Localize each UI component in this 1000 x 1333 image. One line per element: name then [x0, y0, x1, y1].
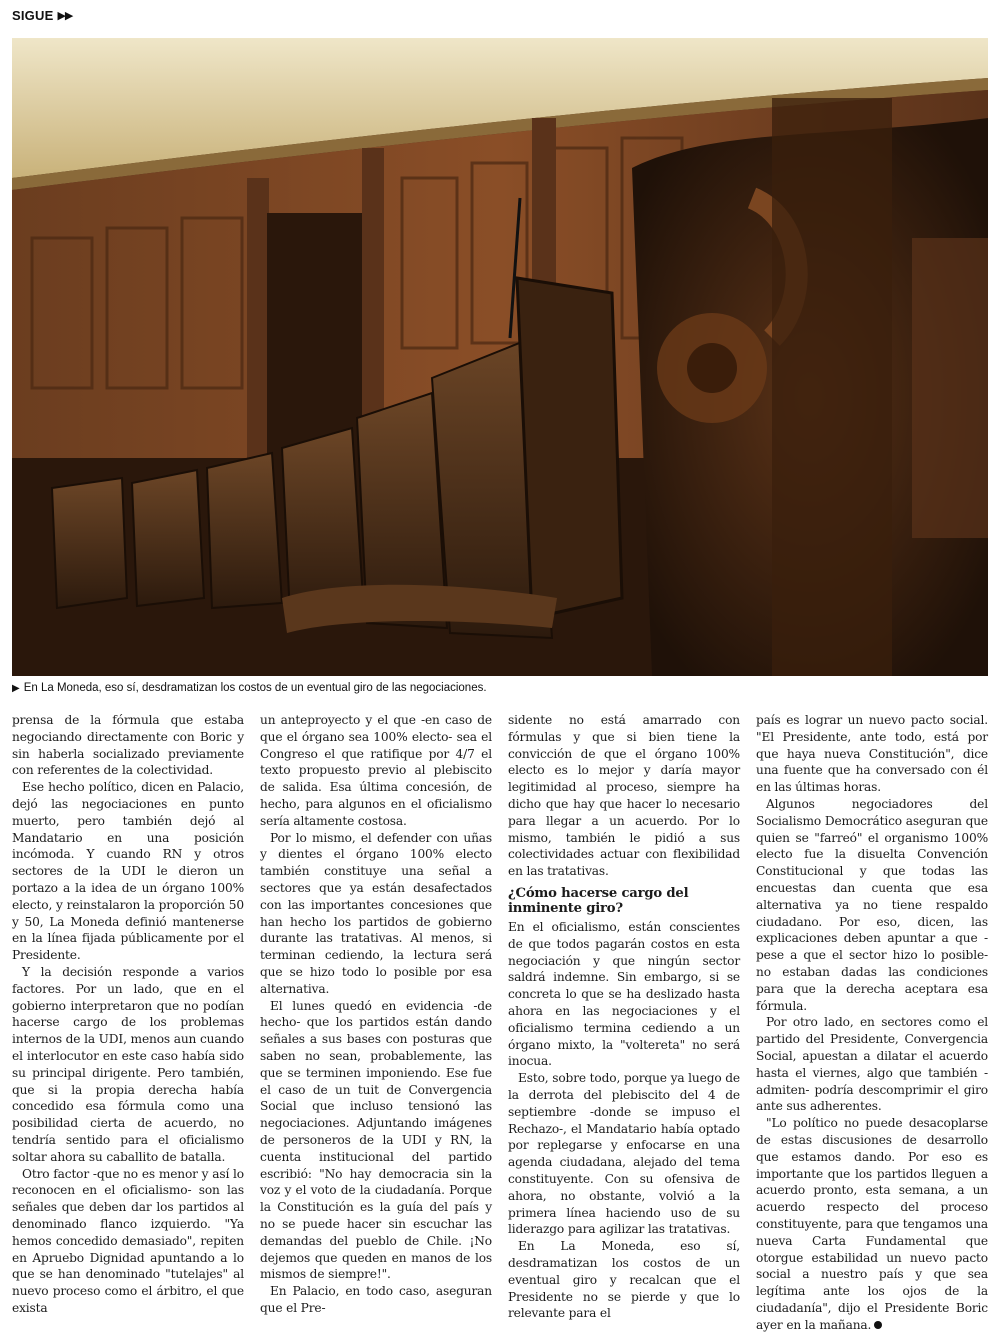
paragraph: Esto, sobre todo, porque ya luego de la derrota del plebiscito del 4 de septiembre -donde se impuso el Rechazo-, el Mandatario había optado por replegarse y enfocarse en una agenda ciudadana, alejado del tema constituyente. Con su ofensiva de ahora, no obstante, volvió a la primera línea haciendo uso de su liderazgo para agilizar las tratativas.	[508, 1071, 740, 1237]
column-4	[756, 712, 988, 1333]
column-3	[508, 712, 740, 1322]
paragraph: En el oficialismo, están conscientes de que todos pagarán costos en esta negociación y que ningún sector saldrá indemne. Sin embargo, si se concreta lo que se ha deslizado hasta ahora en las negociaciones y el oficialismo termina cediendo a un órgano mixto, la "voltereta" no será inocua.	[508, 919, 740, 1069]
caption-text: En La Moneda, eso sí, desdramatizan los costos de un eventual giro de las negociaciones.	[23, 682, 487, 694]
paragraph: país es lograr un nuevo pacto social. "El Presidente, ante todo, está por que haya nueva Constitución", dice una fuente que ha conversado con él en las últimas horas.	[756, 713, 988, 795]
paragraph: Ese hecho político, dicen en Palacio, dejó las negociaciones en punto muerto, pero también dejó al Mandatario en una posición incómoda. Y cuando RN y otros sectores de la UDI le dieron un portazo a la idea de un órgano 100% electo, y reinstalaron la proporción 50 y 50, La Moneda definió mantenerse en la línea fijada públicamente por el Presidente.	[12, 780, 244, 963]
paragraph: un anteproyecto y el que -en caso de que el órgano sea 100% electo- sea el Congreso el que ratifique por 4/7 el texto propuesto previo al plebiscito de salida. Esa última concesión, de hecho, para algunos en el oficialismo sería altamente costosa.	[260, 713, 492, 828]
paragraph-final-text: "Lo político no puede desacoplarse de estas discusiones de desarrollo que estamos dando. Por eso es importante que los partidos lleguen a acuerdo pronto, esta semana, a un acuerdo respecto del proceso constituyente, para que tengamos una nueva Carta Fundamental que otorgue estabilidad un nuevo pacto social a nuestro país y que sea legítima ante los ojos de la ciudadanía", dijo el Presidente Boric ayer en la mañana.	[756, 1116, 989, 1332]
paragraph: En Palacio, en todo caso, aseguran que el Pre-	[260, 1284, 492, 1315]
double-arrow-icon: ▶▶	[57, 8, 73, 22]
caption-arrow-icon: ▶	[12, 682, 20, 694]
article-photo	[12, 38, 988, 676]
paragraph: Otro factor -que no es menor y así lo reconocen en el oficialismo- son las señales que deben dar los partidos al denominado flanco izquierdo. "Ya hemos concedido demasiado", repiten en Apruebo Dignidad apuntando a lo que se han denominado "tutelajes" al nuevo proceso como el árbitro, el que exista	[12, 1166, 244, 1315]
paragraph: Algunos negociadores del Socialismo Democrático aseguran que quien se "farreó" el organismo 100% electo fue la disuelta Convención Constitucional y que todas las encuestas dan cuenta que esa alternativa ya no tiene respaldo ciudadano. Por eso, dicen, las explicaciones deben apuntar a que -pese a que el sector hizo lo posible- no estaban dadas las condiciones para que la derecha aceptara esa fórmula.	[756, 796, 988, 1013]
paragraph: Por otro lado, en sectores como el partido del Presidente, Convergencia Social, apuestan a dilatar el acuerdo hasta el viernes, algo que también -admiten- podría descomprimir el giro ante sus adherentes.	[756, 1015, 988, 1114]
paragraph: Y la decisión responde a varios factores. Por un lado, que en el gobierno interpretaron que no podían hacerse cargo de los problemas internos de la UDI, menos aun cuando el interlocutor en este caso había sido su principal dirigente. Pero también, que si la propia derecha había concedido esa fórmula como una posibilidad cierta de acuerdo, no tendría sentido para el oficialismo soltar ahora su caballito de batalla.	[12, 964, 244, 1164]
paragraph: El lunes quedó en evidencia -de hecho- que los partidos están dando señales a sus bases con posturas que saben no sean, probablemente, las que se terminen imponiendo. Ese fue el caso de un tuit de Convergencia Social que incluso tensionó las negociaciones. Adjuntando imágenes de personeros de la UDI y RN, la cuenta institucional del partido escribió: "No hay democracia sin la voz y el voto de la ciudadanía. Porque la Constitución es la guía del país y no se puede hacer sin escuchar las demandas del pueblo de Chile. ¡No dejemos que queden en manos de los mismos de siempre!".	[260, 998, 492, 1282]
paragraph: sidente no está amarrado con fórmulas y que si bien tiene la convicción de que el órgano 100% electo es lo mejor y daría mayor legitimidad al proceso, siempre ha dicho que hay que hacer lo necesario para llegar a un acuerdo. Por lo mismo, también le pidió a sus colectividades actuar con flexibilidad en las tratativas.	[508, 713, 740, 879]
sigue-label: SIGUE	[12, 7, 54, 23]
section-heading: ¿Cómo hacerse cargo del inminente giro?	[508, 885, 689, 917]
continue-header	[12, 6, 72, 24]
photo-caption	[12, 682, 487, 694]
column-2	[260, 712, 492, 1317]
paragraph-final	[756, 1115, 988, 1333]
parliament-chamber-photo	[12, 38, 988, 676]
paragraph: prensa de la fórmula que estaba negociando directamente con Boric y sin haberla socializado previamente con referentes de la colectividad.	[12, 713, 244, 778]
paragraph: En La Moneda, eso sí, desdramatizan los costos de un eventual giro y recalcan que el Presidente no se pierde y que lo relevante para el	[508, 1239, 740, 1321]
paragraph: Por lo mismo, el defender con uñas y dientes el órgano 100% electo también constituye una señal a sectores que ya están desafectados con las importantes concesiones que han hecho los partidos de gobierno durante las tratativas. Al menos, si terminan cediendo, la lectura será que se hizo todo lo posible por esa alternativa.	[260, 830, 492, 996]
column-1	[12, 712, 244, 1317]
end-mark-icon	[874, 1321, 882, 1329]
